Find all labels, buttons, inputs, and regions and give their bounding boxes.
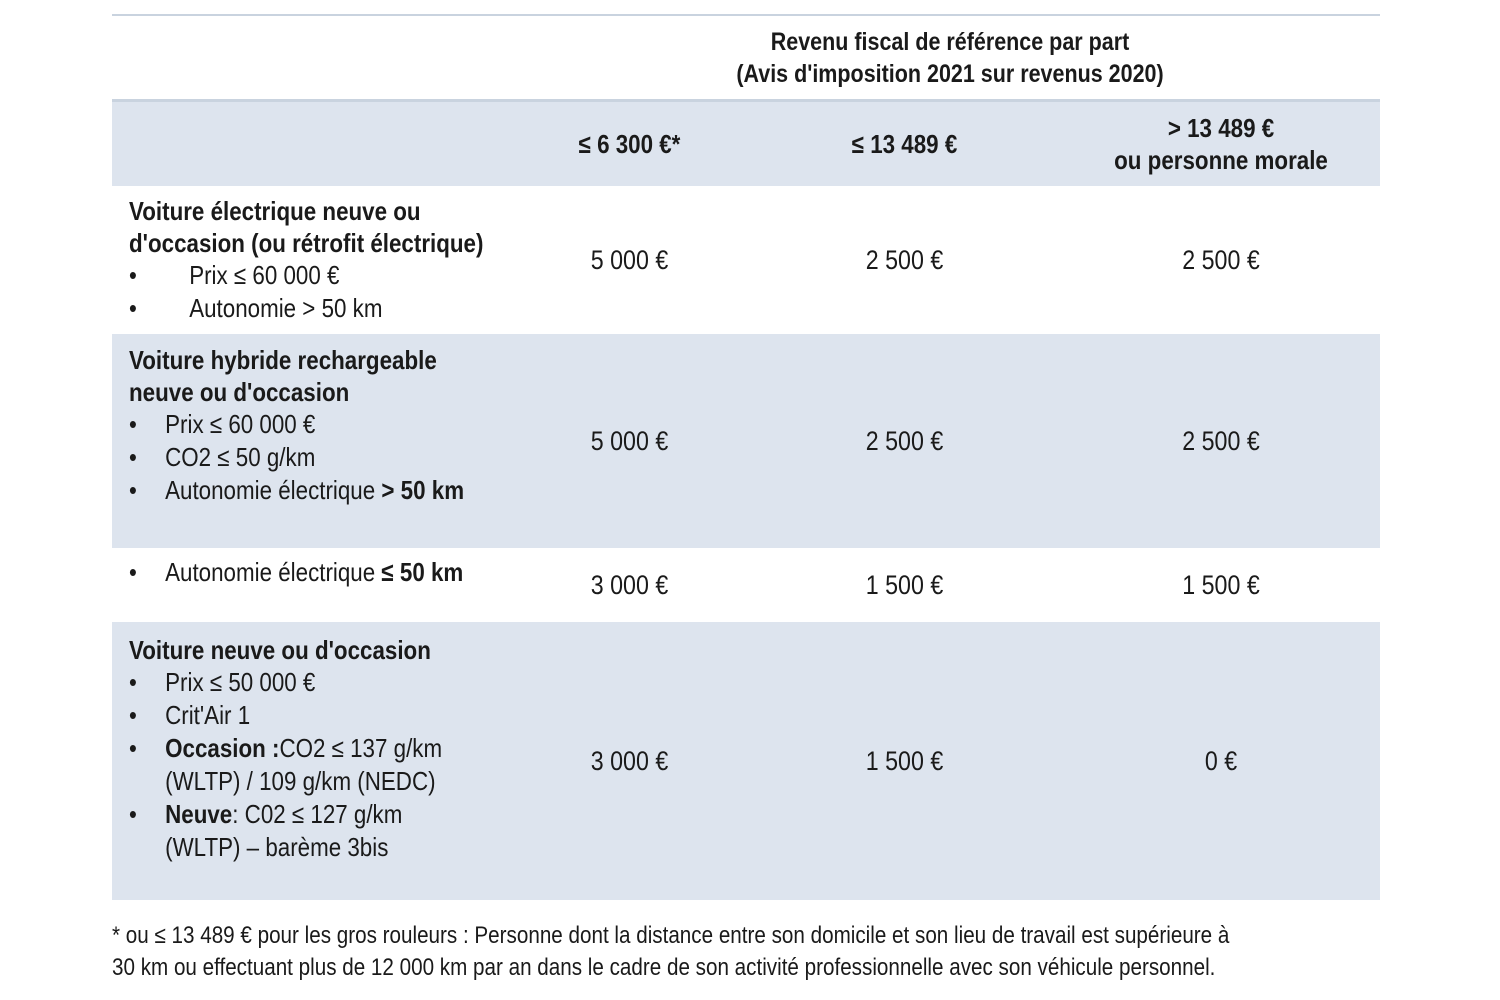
income-header-text: [580, 26, 1320, 90]
list-item: • Prix ≤ 50 000 €: [129, 667, 316, 697]
table-row: [112, 548, 1380, 622]
amount-cell: 2 500 €: [865, 425, 944, 456]
table-row: [112, 622, 1380, 900]
list-item: • Occasion :CO2 ≤ 137 g/km (WLTP) / 109 g/km (NEDC): [129, 733, 443, 796]
column-header-3-line1: > 13 489 €: [1167, 113, 1275, 143]
amount-cell: 1 500 €: [1182, 569, 1260, 600]
row-label: [112, 622, 512, 864]
amount-cell: 0 €: [1204, 745, 1238, 776]
amount-cell: 3 000 €: [590, 745, 669, 776]
aid-table: [112, 14, 1380, 900]
list-item: • Autonomie > 50 km: [129, 293, 383, 323]
row-label: [112, 548, 512, 589]
row-label: [112, 195, 512, 325]
amount-cell: 2 500 €: [1182, 244, 1260, 275]
list-item: • Autonomie électrique > 50 km: [129, 475, 465, 505]
income-header-line1: Revenu fiscal de référence par part: [770, 27, 1130, 56]
amount-cell: 2 500 €: [865, 244, 944, 275]
list-item: • Neuve: C02 ≤ 127 g/km (WLTP) – barème 3bis: [129, 799, 403, 862]
column-header-row: [112, 99, 1380, 186]
income-header-line2: (Avis d'imposition 2021 sur revenus 2020): [736, 59, 1164, 88]
amount-cell: 5 000 €: [590, 244, 669, 275]
list-item: • Prix ≤ 60 000 €: [129, 260, 340, 290]
list-item: • Autonomie électrique ≤ 50 km: [129, 557, 464, 587]
list-item: • Crit'Air 1: [129, 700, 251, 730]
row-title: d'occasion (ou rétrofit électrique): [129, 228, 484, 258]
row-title: Voiture neuve ou d'occasion: [129, 635, 431, 665]
row-label: [112, 334, 512, 507]
amount-cell: 1 500 €: [865, 569, 944, 600]
row-title: Voiture hybride rechargeable: [129, 345, 437, 375]
column-header-3: [1084, 112, 1357, 176]
column-header-1: ≤ 6 300 €*: [578, 129, 681, 159]
list-item: • CO2 ≤ 50 g/km: [129, 442, 316, 472]
income-header: [112, 16, 1380, 99]
amount-cell: 1 500 €: [865, 745, 944, 776]
row-title: neuve ou d'occasion: [129, 377, 350, 407]
table-row: [112, 186, 1380, 334]
amount-cell: 5 000 €: [590, 425, 669, 456]
footnote: [112, 920, 1316, 984]
list-item: • Prix ≤ 60 000 €: [129, 409, 316, 439]
footnote-line2: 30 km ou effectuant plus de 12 000 km par an dans le cadre de son activité professionnelle avec son véhicule personnel.: [112, 954, 1216, 981]
column-header-2: ≤ 13 489 €: [851, 129, 958, 159]
column-header-3-line2: ou personne morale: [1114, 145, 1328, 175]
amount-cell: 3 000 €: [590, 569, 669, 600]
table-row: [112, 334, 1380, 548]
footnote-line1: * ou ≤ 13 489 € pour les gros rouleurs : Personne dont la distance entre son domicile et son lieu de travail est supérieure à: [112, 922, 1230, 949]
amount-cell: 2 500 €: [1182, 425, 1260, 456]
row-title: Voiture électrique neuve ou: [129, 196, 421, 226]
